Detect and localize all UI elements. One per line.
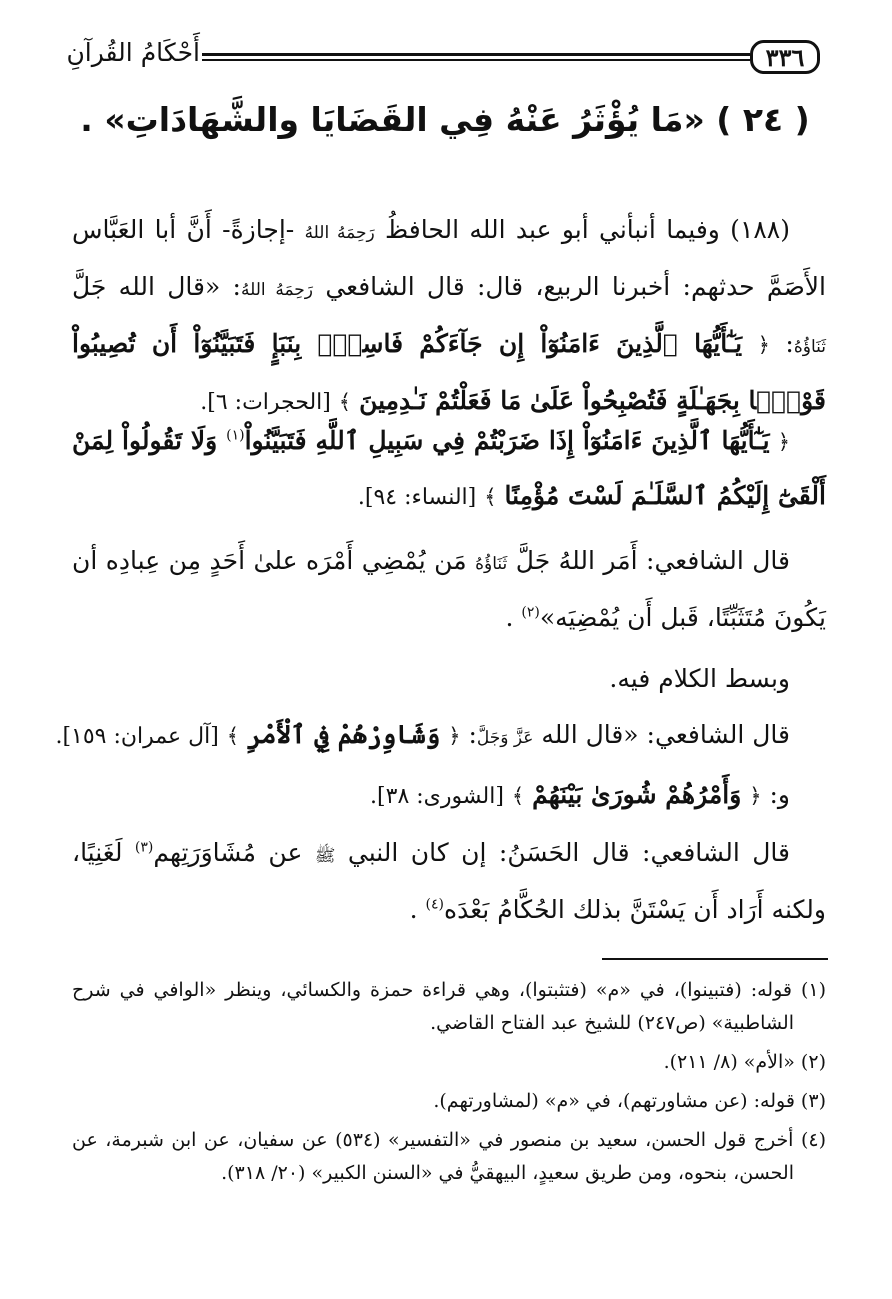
paragraph-text: [72, 534, 826, 645]
footnote-ref-4[interactable]: (٤): [425, 896, 445, 913]
text-run: قال الشافعي: «قال الله: [541, 720, 790, 749]
honorific-salawat: ﷺ: [314, 846, 336, 866]
footnote-separator: [602, 958, 828, 960]
verse-bracket-close-icon: ﴾: [484, 485, 497, 509]
quran-verse-nisa-a: يَـٰٓأَيُّهَا ٱلَّذِينَ ءَامَنُوٓاْ إِذَا ضَرَبْتُمْ فِي سَبِيلِ ٱللَّهِ فَتَبَيَّنُواْ: [244, 426, 770, 455]
footnote-4: (٤) أخرج قول الحسن، سعيد بن منصور في «التفسير» (٥٣٤) عن سفيان، عن ابن شبرمة، عن الحسن، بنحوه، ومن طريق سعيدٍ، البيهقيُّ في «السنن الكبير» (٢٠/ ٣١٨).: [72, 1129, 827, 1184]
text-run: :: [769, 329, 794, 358]
footnote-1: (١) قوله: (فتبينوا)، في «م» (فتثبتوا)، وهي قراءة حمزة والكسائي، وينظر «الوافي في شرح الشاطبية» (ص٢٤٧) للشيخ عبد الفتاح القاضي.: [72, 979, 826, 1034]
verse-paragraph: [72, 414, 826, 525]
text-run: عن مُشَاوَرَتِهم: [153, 838, 315, 867]
quran-verse-hujurat: يَـٰٓأَيُّهَا ٱلَّذِينَ ءَامَنُوٓاْ إِن جَآءَكُمْ فَاسِقُۢ بِنَبَإٍ فَتَبَيَّنُوٓاْ أَن تُصِيبُواْ قَوْمَۢا بِجَهَـٰلَةٍ فَتُصْبِحُواْ عَلَىٰ مَا فَعَلْتُمْ نَـٰدِمِينَ: [72, 329, 826, 415]
verse-bracket-close-icon: ﴾: [511, 784, 525, 808]
header-rule: [202, 53, 750, 61]
text-run: .: [505, 603, 522, 632]
text-run: (١٨٨) وفيما أنبأني أبو عبد الله الحافظُ: [385, 215, 790, 244]
paragraph-shafii-command: [72, 534, 826, 645]
footnote-3: (٣) قوله: (عن مشاورتهم)، في «م» (لمشاورتهم).: [433, 1090, 826, 1112]
verse-reference: [آل عمران: ١٥٩].: [55, 724, 219, 749]
honorific-rahimahullah: رَحِمَهُ اللهُ: [240, 280, 314, 300]
verse-bracket-open-icon: ﴿: [448, 724, 461, 748]
verse-bracket-close-icon: ﴾: [338, 390, 352, 414]
footnote-2: (٢) «الأم» (٨/ ٢١١).: [663, 1051, 826, 1073]
paragraph-text: [55, 708, 826, 765]
text-run: قال الشافعي: أَمَر اللهُ جَلَّ: [515, 546, 790, 575]
footnote-ref-3[interactable]: (٣): [134, 839, 154, 856]
paragraph-al-imran: [55, 708, 826, 765]
text-run: : «قال الله جَلَّ: [72, 272, 241, 301]
text-run: -إجازةً- أَنَّ أبا العَبَّاس الأَصَمَّ حدثهم: أخبرنا الربيع، قال: قال الشافعي: [72, 215, 827, 301]
text-run: :: [460, 720, 477, 749]
text-run: لَغَنِيًا، ولكنه أَرَاد أَن يَسْتَنَّ بذلك الحُكَّامُ بَعْدَه: [72, 838, 826, 924]
text-run: و:: [761, 780, 790, 809]
text-run: مَن يُمْضِي أَمْرَه علىٰ أَحَدٍ مِن عِبادِه أن يَكُونَ مُتَثَبِّتًا، قَبل أَن يُمْضِيَه»: [72, 546, 826, 632]
verse-bracket-open-icon: ﴿: [749, 784, 762, 808]
footnote-ref-2[interactable]: (٢): [521, 604, 540, 621]
paragraph-text: [72, 826, 826, 937]
honorific-rahimahullah: رَحِمَهُ اللهُ: [304, 223, 375, 243]
honorific-thanauhu: ثَنَاؤُهُ: [475, 554, 508, 574]
quran-verse-nisa-b: وَلَا تَقُولُواْ لِمَنْ أَلْقَىٰٓ إِلَيْكُمُ ٱلسَّلَـٰمَ لَسْتَ مُؤْمِنًا: [72, 426, 826, 510]
text-run: قال الشافعي: قال الحَسَنُ: إن كان النبي: [347, 838, 790, 867]
running-header: [66, 36, 820, 82]
footnote-ref-1[interactable]: (١): [226, 427, 245, 444]
verse-reference: [النساء: ٩٤].: [357, 485, 477, 510]
verse-bracket-open-icon: ﴿: [757, 333, 770, 357]
quran-verse-al-imran: وَشَاوِرْهُمْ فِي ٱلْأَمْرِ: [247, 720, 441, 749]
chapter-heading: ( ٢٤ ) «مَا يُؤْثَرُ عَنْهُ فِي القَضَايَا والشَّهَادَاتِ» .: [80, 100, 810, 139]
verse-bracket-close-icon: ﴾: [226, 724, 240, 748]
paragraph-text: وبسط الكلام فيه.: [609, 664, 790, 693]
paragraph-shura: [72, 768, 826, 824]
paragraph-hasan: [72, 826, 826, 937]
quran-verse-shura: وَأَمْرُهُمْ شُورَىٰ بَيْنَهُمْ: [532, 780, 742, 809]
footnotes: [72, 974, 826, 1196]
paragraph-text: [72, 768, 826, 824]
paragraph-elaboration: [72, 652, 826, 706]
verse-reference: [الحجرات: ٦].: [200, 390, 331, 415]
verse-reference: [الشورى: ٣٨].: [370, 784, 504, 809]
paragraph-188: [72, 203, 826, 430]
text-run: .: [409, 895, 426, 924]
honorific-azza-wa-jalla: عَزَّ وَجَلَّ: [476, 728, 534, 748]
verse-bracket-open-icon: ﴿: [777, 430, 790, 454]
page-number: ٣٣٦: [750, 40, 820, 74]
verse-block-nisa: [72, 414, 826, 525]
honorific-thanauhu: ثَنَاؤُهُ: [793, 337, 826, 357]
paragraph-text: [72, 203, 826, 430]
book-title: أَحْكَامُ القُرآنِ: [66, 38, 200, 67]
